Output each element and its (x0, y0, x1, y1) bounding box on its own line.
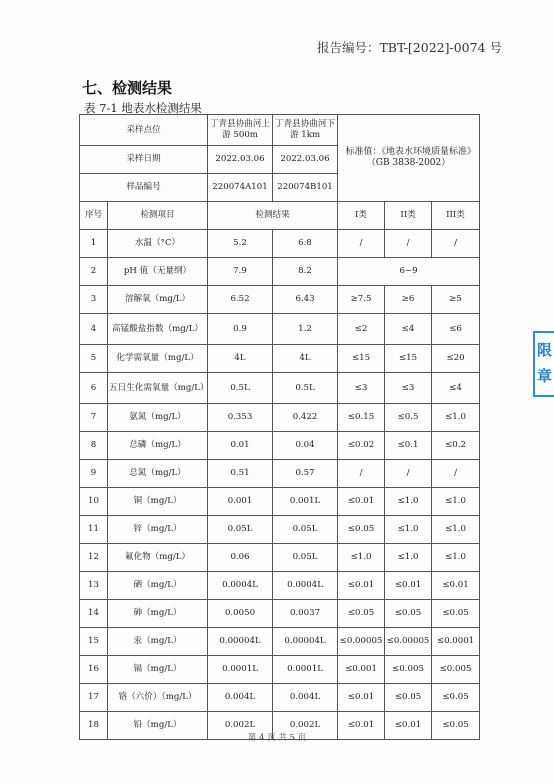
table-row (80, 314, 480, 345)
section-title: 七、检测结果 (82, 79, 173, 97)
result-downstream: 6.8 (273, 230, 338, 258)
result-upstream: 0.06 (208, 544, 273, 572)
seal-stamp (533, 331, 554, 397)
sampling-date-label: 采样日期 (80, 146, 208, 174)
standard-class1: ≤0.01 (338, 488, 385, 516)
class1-header: I类 (338, 202, 385, 230)
test-item: 铅（mg/L） (108, 712, 208, 740)
standard-class2: ≤4 (385, 314, 432, 345)
standard-class2: ≤0.05 (385, 600, 432, 628)
row-number: 5 (80, 345, 108, 373)
standard-class3: ≤0.01 (432, 572, 480, 600)
results-table (79, 114, 480, 740)
row-number: 3 (80, 286, 108, 314)
standard-class2: / (385, 460, 432, 488)
sampling-date-a: 2022.03.06 (208, 146, 273, 174)
table-row (80, 373, 480, 404)
result-upstream: 0.00004L (208, 628, 273, 656)
standard-class1: ≤2 (338, 314, 385, 345)
result-upstream: 0.0050 (208, 600, 273, 628)
standard-class3: ≤1.0 (432, 404, 480, 432)
test-item: 总氮（mg/L） (108, 460, 208, 488)
result-upstream: 0.01 (208, 432, 273, 460)
result-downstream: 0.422 (273, 404, 338, 432)
result-downstream: 0.05L (273, 516, 338, 544)
standard-class3: ≤6 (432, 314, 480, 345)
page-footer: 第 4 页 共 5 页 (247, 733, 307, 743)
row-number: 8 (80, 432, 108, 460)
result-upstream: 0.05L (208, 516, 273, 544)
table-row (80, 544, 480, 572)
table-row (80, 286, 480, 314)
standard-class2: ≤1.0 (385, 488, 432, 516)
standard-class3: ≥5 (432, 286, 480, 314)
standard-class2: ≤0.1 (385, 432, 432, 460)
result-downstream: 4L (273, 345, 338, 373)
standard-class2: ≤0.05 (385, 684, 432, 712)
standard-class2: ≤0.005 (385, 656, 432, 684)
result-downstream: 0.00004L (273, 628, 338, 656)
col-result-header: 检测结果 (208, 202, 338, 230)
table-row (80, 516, 480, 544)
result-upstream: 6.52 (208, 286, 273, 314)
result-downstream: 0.0037 (273, 600, 338, 628)
standard-class1: ≤0.00005 (338, 628, 385, 656)
result-upstream: 0.5L (208, 373, 273, 404)
sample-id-b: 220074B101 (273, 174, 338, 202)
result-downstream: 0.002L (273, 712, 338, 740)
row-number: 10 (80, 488, 108, 516)
result-downstream: 0.5L (273, 373, 338, 404)
test-item: 铜（mg/L） (108, 488, 208, 516)
standard-range: 6~9 (338, 258, 480, 286)
standard-class1: / (338, 230, 385, 258)
standard-class1: ≤0.01 (338, 712, 385, 740)
standard-class2: / (385, 230, 432, 258)
result-upstream: 0.0001L (208, 656, 273, 684)
standard-class2: ≤1.0 (385, 544, 432, 572)
table-row (80, 404, 480, 432)
table-row (80, 432, 480, 460)
result-upstream: 7.9 (208, 258, 273, 286)
standard-class2: ≥6 (385, 286, 432, 314)
test-item: 砷（mg/L） (108, 600, 208, 628)
result-downstream: 0.0001L (273, 656, 338, 684)
seal-text: 限 章 (536, 341, 552, 385)
standard-class1: ≤0.15 (338, 404, 385, 432)
class3-header: III类 (432, 202, 480, 230)
result-downstream: 0.001L (273, 488, 338, 516)
row-number: 7 (80, 404, 108, 432)
test-item: 高锰酸盐指数（mg/L） (108, 314, 208, 345)
test-item: 五日生化需氧量（mg/L） (108, 373, 208, 404)
test-item: 硒（mg/L） (108, 572, 208, 600)
test-item: 铬（六价）（mg/L） (108, 684, 208, 712)
test-item: 水温（°C） (108, 230, 208, 258)
sampling-point-label: 采样点位 (80, 115, 208, 146)
table-row (80, 656, 480, 684)
row-number: 16 (80, 656, 108, 684)
result-downstream: 8.2 (273, 258, 338, 286)
standard-class2: ≤1.0 (385, 516, 432, 544)
standard-class2: ≤0.00005 (385, 628, 432, 656)
standard-class1: ≤3 (338, 373, 385, 404)
result-upstream: 0.002L (208, 712, 273, 740)
result-upstream: 0.004L (208, 684, 273, 712)
sampling-point-b: 丁青县协曲河下游 1km (273, 115, 338, 146)
standard-class2: ≤3 (385, 373, 432, 404)
row-number: 18 (80, 712, 108, 740)
standard-class1: ≤0.05 (338, 600, 385, 628)
standard-class3: ≤1.0 (432, 516, 480, 544)
standard-class3: ≤1.0 (432, 544, 480, 572)
row-number: 1 (80, 230, 108, 258)
standard-class3: ≤0.2 (432, 432, 480, 460)
row-number: 4 (80, 314, 108, 345)
standard-class1: ≤0.02 (338, 432, 385, 460)
test-item: 镉（mg/L） (108, 656, 208, 684)
table-row (80, 572, 480, 600)
standard-class2: ≤15 (385, 345, 432, 373)
standard-class1: ≤1.0 (338, 544, 385, 572)
result-downstream: 0.05L (273, 544, 338, 572)
standard-class1: ≤0.01 (338, 572, 385, 600)
table-row (80, 460, 480, 488)
standard-class3: / (432, 460, 480, 488)
test-item: 氟化物（mg/L） (108, 544, 208, 572)
standard-label: 标准值：《地表水环境质量标准》（GB 3838-2002） (338, 115, 480, 202)
table-caption: 表 7-1 地表水检测结果 (84, 101, 202, 115)
result-upstream: 0.9 (208, 314, 273, 345)
result-downstream: 0.0004L (273, 572, 338, 600)
sampling-date-b: 2022.03.06 (273, 146, 338, 174)
table-row (80, 628, 480, 656)
result-upstream: 0.0004L (208, 572, 273, 600)
standard-class3: ≤0.05 (432, 684, 480, 712)
test-item: pH 值（无量纲） (108, 258, 208, 286)
sample-id-a: 220074A101 (208, 174, 273, 202)
test-item: 汞（mg/L） (108, 628, 208, 656)
table-row (80, 345, 480, 373)
row-number: 15 (80, 628, 108, 656)
test-item: 锌（mg/L） (108, 516, 208, 544)
result-downstream: 6.43 (273, 286, 338, 314)
result-upstream: 5.2 (208, 230, 273, 258)
result-upstream: 0.353 (208, 404, 273, 432)
standard-class2: ≤0.5 (385, 404, 432, 432)
table-row (80, 600, 480, 628)
table-row (80, 488, 480, 516)
standard-class3: ≤0.005 (432, 656, 480, 684)
standard-class1: ≥7.5 (338, 286, 385, 314)
result-downstream: 1.2 (273, 314, 338, 345)
test-item: 化学需氧量（mg/L） (108, 345, 208, 373)
row-number: 9 (80, 460, 108, 488)
sample-id-label: 样品编号 (80, 174, 208, 202)
result-upstream: 4L (208, 345, 273, 373)
standard-class3: ≤0.05 (432, 600, 480, 628)
standard-class3: ≤1.0 (432, 488, 480, 516)
col-no-header: 序号 (80, 202, 108, 230)
result-downstream: 0.004L (273, 684, 338, 712)
test-item: 总磷（mg/L） (108, 432, 208, 460)
row-number: 13 (80, 572, 108, 600)
standard-class1: ≤0.001 (338, 656, 385, 684)
test-item: 氨氮（mg/L） (108, 404, 208, 432)
standard-class1: ≤0.05 (338, 516, 385, 544)
result-downstream: 0.04 (273, 432, 338, 460)
standard-class3: ≤0.05 (432, 712, 480, 740)
standard-class3: ≤20 (432, 345, 480, 373)
table-row (80, 230, 480, 258)
standard-class1: / (338, 460, 385, 488)
result-downstream: 0.57 (273, 460, 338, 488)
col-item-header: 检测项目 (108, 202, 208, 230)
test-item: 溶解氧（mg/L） (108, 286, 208, 314)
standard-class2: ≤0.01 (385, 572, 432, 600)
table-row (80, 684, 480, 712)
standard-class3: / (432, 230, 480, 258)
standard-class3: ≤4 (432, 373, 480, 404)
row-number: 6 (80, 373, 108, 404)
report-number: 报告编号：TBT-[2022]-0074 号 (316, 40, 502, 55)
result-upstream: 0.51 (208, 460, 273, 488)
result-upstream: 0.001 (208, 488, 273, 516)
row-number: 17 (80, 684, 108, 712)
sampling-point-a: 丁青县协曲河上游 500m (208, 115, 273, 146)
row-number: 11 (80, 516, 108, 544)
standard-class1: ≤0.01 (338, 684, 385, 712)
standard-class3: ≤0.0001 (432, 628, 480, 656)
row-number: 2 (80, 258, 108, 286)
row-number: 14 (80, 600, 108, 628)
table-row (80, 258, 480, 286)
class2-header: II类 (385, 202, 432, 230)
standard-class1: ≤15 (338, 345, 385, 373)
row-number: 12 (80, 544, 108, 572)
standard-class2: ≤0.01 (385, 712, 432, 740)
